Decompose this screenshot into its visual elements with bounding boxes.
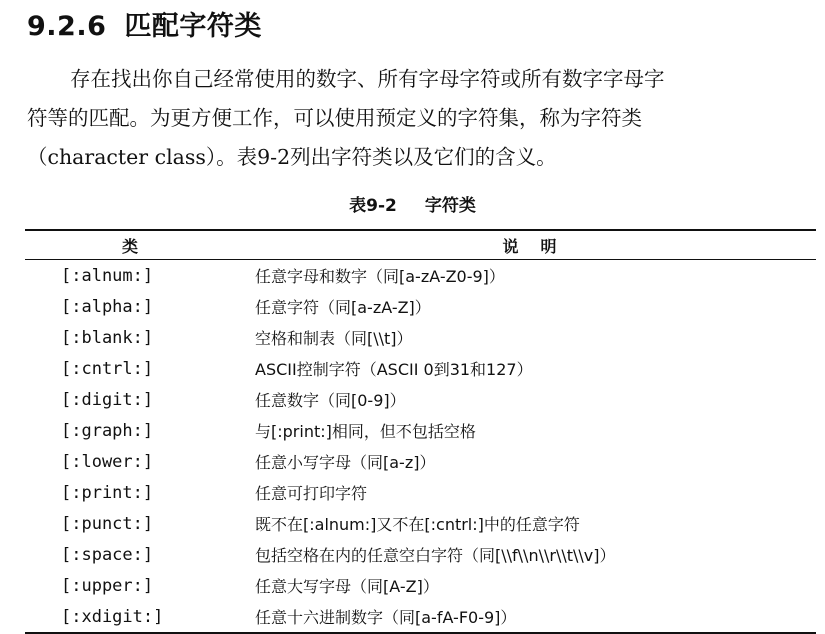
table-row [25, 601, 816, 632]
table-row [25, 260, 816, 291]
class-name-cell: [:space:] [61, 544, 154, 565]
header-description: 说明 [502, 236, 579, 256]
class-name-cell: [:punct:] [61, 513, 154, 534]
table-caption [0, 191, 825, 216]
class-description-cell: 任意大写字母（同[A-Z]） [255, 577, 439, 596]
table-body [25, 260, 816, 632]
class-description-cell: ASCII控制字符（ASCII 0到31和127） [255, 360, 533, 379]
class-name-cell: [:alpha:] [61, 296, 154, 317]
table-row [25, 291, 816, 322]
class-name-cell: [:upper:] [61, 575, 154, 596]
table-caption-number: 表9-2 [349, 196, 397, 216]
paragraph-line: 符等的匹配。为更方便工作，可以使用预定义的字符集，称为字符类 [27, 106, 642, 130]
class-name-cell: [:blank:] [61, 327, 154, 348]
class-name-cell: [:lower:] [61, 451, 154, 472]
table-row [25, 539, 816, 570]
section-title: 匹配字符类 [124, 11, 262, 42]
header-class: 类 [121, 236, 138, 256]
table-row [25, 508, 816, 539]
paragraph-line: （character class）。表9-2列出字符类以及它们的含义。 [27, 145, 557, 169]
table-caption-title: 字符类 [424, 196, 476, 216]
table-row [25, 322, 816, 353]
paragraph-line: 存在找出你自己经常使用的数字、所有字母字符或所有数字字母字 [70, 67, 665, 91]
class-description-cell: 与[:print:]相同，但不包括空格 [255, 422, 476, 441]
class-description-cell: 空格和制表（同[\\t]） [255, 329, 413, 348]
table-header-row [25, 231, 816, 260]
table-row [25, 415, 816, 446]
table-row [25, 446, 816, 477]
class-name-cell: [:xdigit:] [61, 606, 164, 627]
class-description-cell: 任意字符（同[a-zA-Z]） [255, 298, 431, 317]
class-name-cell: [:digit:] [61, 389, 154, 410]
class-description-cell: 任意字母和数字（同[a-zA-Z0-9]） [255, 267, 505, 286]
class-name-cell: [:print:] [61, 482, 154, 503]
body-paragraph [27, 60, 817, 177]
table-row [25, 384, 816, 415]
class-description-cell: 任意小写字母（同[a-z]） [255, 453, 436, 472]
table-row [25, 477, 816, 508]
class-name-cell: [:graph:] [61, 420, 154, 441]
class-description-cell: 任意数字（同[0-9]） [255, 391, 406, 410]
section-heading [27, 4, 262, 43]
class-name-cell: [:alnum:] [61, 265, 154, 286]
class-description-cell: 包括空格在内的任意空白字符（同[\\f\\n\\r\\t\\v]） [255, 546, 616, 565]
class-description-cell: 任意可打印字符 [255, 484, 368, 503]
table-row [25, 353, 816, 384]
class-description-cell: 既不在[:alnum:]又不在[:cntrl:]中的任意字符 [255, 515, 580, 534]
character-class-table [25, 229, 816, 634]
class-description-cell: 任意十六进制数字（同[a-fA-F0-9]） [255, 608, 517, 627]
section-number: 9.2.6 [27, 11, 107, 42]
class-name-cell: [:cntrl:] [61, 358, 154, 379]
table-row [25, 570, 816, 601]
